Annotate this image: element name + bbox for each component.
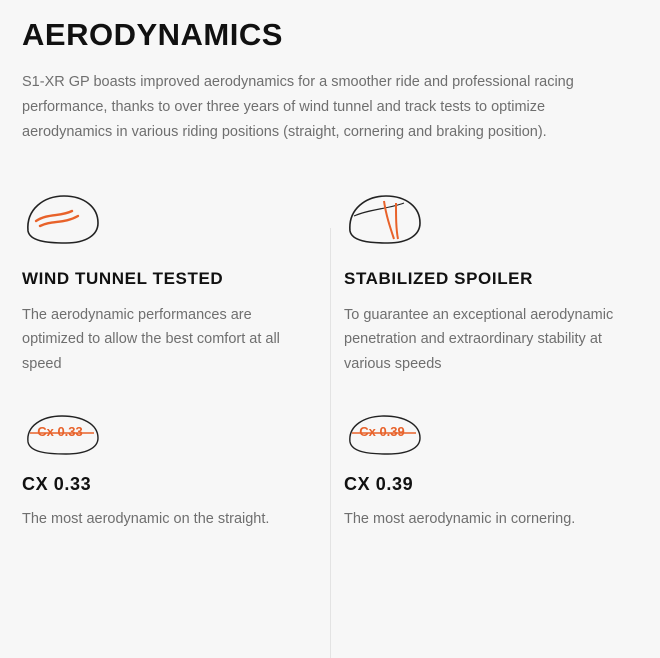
feature-title: WIND TUNNEL TESTED [22, 268, 224, 288]
cx-description: The most aerodynamic on the straight. [22, 510, 270, 527]
cx-block-left [22, 412, 300, 531]
svg-text:Cx 0.39: Cx 0.39 [359, 423, 405, 439]
feature-title: STABILIZED SPOILER [344, 268, 533, 288]
column-divider [330, 228, 331, 658]
feature-column-spoiler [330, 191, 638, 531]
helmet-spoiler-icon [344, 191, 628, 253]
feature-column-wind-tunnel [22, 191, 330, 531]
page-title: AERODYNAMICS [22, 17, 283, 52]
cx-description: The most aerodynamic in cornering. [344, 510, 576, 527]
cx-block-right [344, 412, 628, 531]
cx-title: CX 0.33 [22, 473, 92, 494]
feature-description: To guarantee an exceptional aerodynamic penetration and extraordinary stability at various speeds [344, 306, 614, 372]
svg-text:Cx 0.33: Cx 0.33 [37, 423, 83, 439]
feature-description: The aerodynamic performances are optimized to allow the best comfort at all speed [22, 306, 280, 372]
cx-title: CX 0.39 [344, 473, 414, 494]
helmet-cx-039-icon [344, 412, 628, 460]
helmet-cx-033-icon [22, 412, 300, 460]
helmet-airflow-icon [22, 191, 300, 253]
section-intro: S1-XR GP boasts improved aerodynamics for a smoother ride and professional racing performance, thanks to over three years of wind tunnel and track tests to optimize aerodynamics in various riding positions (straight, cornering and braking position). [22, 74, 574, 140]
